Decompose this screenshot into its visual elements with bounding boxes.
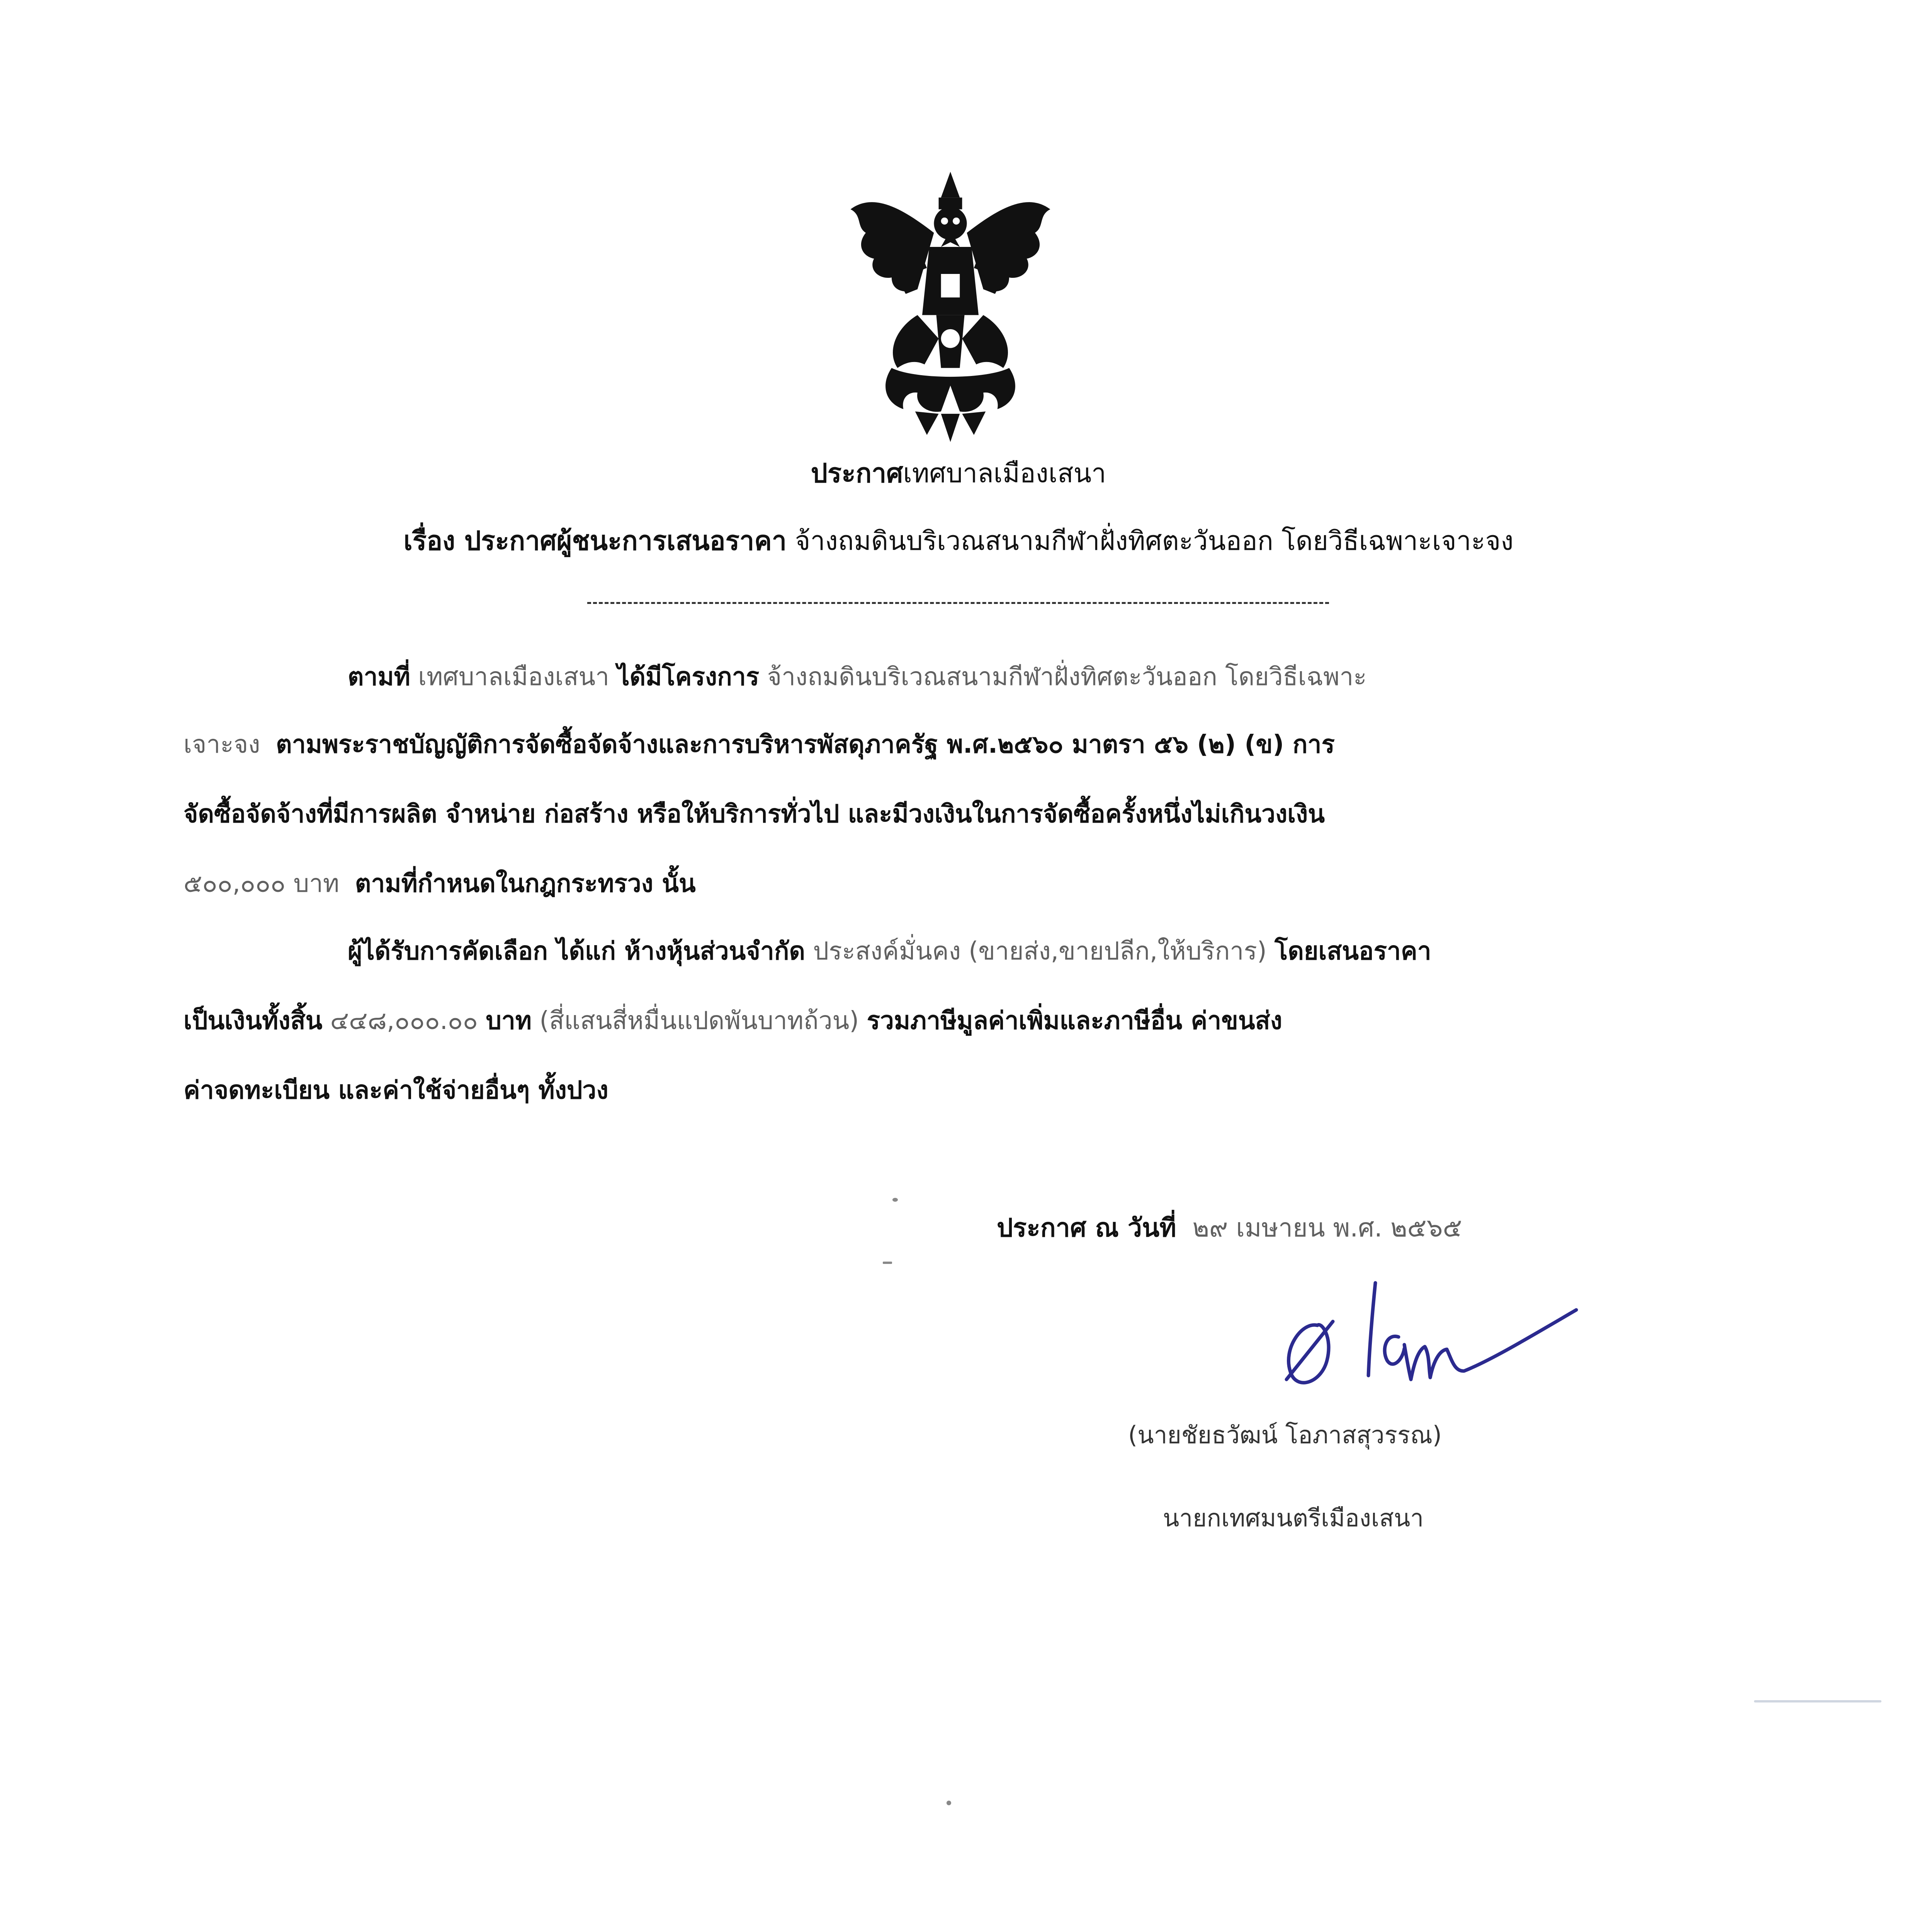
p1-project-name-end: เจาะจง xyxy=(184,730,260,759)
handwritten-signature xyxy=(1259,1267,1599,1399)
p1-has-project: ได้มีโครงการ xyxy=(617,663,760,691)
date-value: ๒๙ เมษายน พ.ศ. ๒๕๖๕ xyxy=(1192,1213,1462,1243)
scan-streak xyxy=(1754,1700,1881,1702)
paragraph1-line3: จัดซื้อจัดจ้างที่มีการผลิต จำหน่าย ก่อสร้าง หรือให้บริการทั่วไป และมีวงเงินในการจัดซื้อครั้งหนึ่งไม่เกินวงเงิน xyxy=(184,800,1325,828)
paragraph2-line1 xyxy=(348,931,1431,971)
scan-speck xyxy=(883,1262,892,1264)
p2-baht: บาท xyxy=(486,1007,532,1035)
page-title xyxy=(0,452,1917,494)
paragraph2-line2 xyxy=(184,1001,1282,1040)
paragraph1-line2 xyxy=(184,724,1335,764)
paragraph2-line3: ค่าจดทะเบียน และค่าใช้จ่ายอื่นๆ ทั้งปวง xyxy=(184,1076,608,1105)
p1-budget-limit: ๕๐๐,๐๐๐ บาท xyxy=(184,869,340,898)
p1-organization: เทศบาลเมืองเสนา xyxy=(418,663,610,691)
p2-inclusions: รวมภาษีมูลค่าเพิ่มและภาษีอื่น ค่าขนส่ง xyxy=(867,1007,1282,1035)
p2-amount-words: (สี่แสนสี่หมื่นแปดพันบาทถ้วน) xyxy=(539,1007,859,1035)
title-prefix: ประกาศ xyxy=(811,458,903,489)
paragraph1-line4 xyxy=(184,864,696,903)
title-organization: เทศบาลเมืองเสนา xyxy=(903,458,1106,489)
garuda-emblem-icon xyxy=(831,162,1070,444)
p2-offer: โดยเสนอราคา xyxy=(1275,937,1431,966)
subject-label: เรื่อง ประกาศผู้ชนะการเสนอราคา xyxy=(403,526,787,556)
subject-project: จ้างถมดินบริเวณสนามกีฬาฝั่งทิศตะวันออก โดยวิธีเฉพาะเจาะจง xyxy=(795,526,1514,556)
p1-legal-basis: ตามพระราชบัญญัติการจัดซื้อจัดจ้างและการบริหารพัสดุภาครัฐ พ.ศ.๒๕๖๐ มาตรา ๕๖ (๒) (ข) การ xyxy=(276,730,1335,759)
p1-project-name: จ้างถมดินบริเวณสนามกีฬาฝั่งทิศตะวันออก โดยวิธีเฉพาะ xyxy=(767,663,1367,691)
divider xyxy=(587,602,1329,604)
p1-whereas: ตามที่ xyxy=(348,663,410,691)
scan-speck xyxy=(947,1801,951,1805)
signatory-name: (นายชัยธวัฒน์ โอภาสสุวรรณ) xyxy=(1128,1421,1442,1449)
p2-selected: ผู้ได้รับการคัดเลือก ได้แก่ ห้างหุ้นส่วนจำกัด xyxy=(348,937,806,966)
announcement-date xyxy=(997,1208,1462,1248)
p1-ministerial-rule: ตามที่กำหนดในกฎกระทรวง นั้น xyxy=(355,869,696,898)
subject-line xyxy=(0,520,1917,561)
scan-speck xyxy=(892,1198,898,1202)
p2-total-label: เป็นเงินทั้งสิ้น xyxy=(184,1007,323,1035)
paragraph1-line1 xyxy=(348,657,1367,696)
date-label: ประกาศ ณ วันที่ xyxy=(997,1213,1176,1243)
p2-vendor-name: ประสงค์มั่นคง (ขายส่ง,ขายปลีก,ให้บริการ) xyxy=(813,937,1267,966)
p2-amount: ๔๔๘,๐๐๐.๐๐ xyxy=(330,1007,478,1035)
signatory-position: นายกเทศมนตรีเมืองเสนา xyxy=(1163,1504,1424,1532)
